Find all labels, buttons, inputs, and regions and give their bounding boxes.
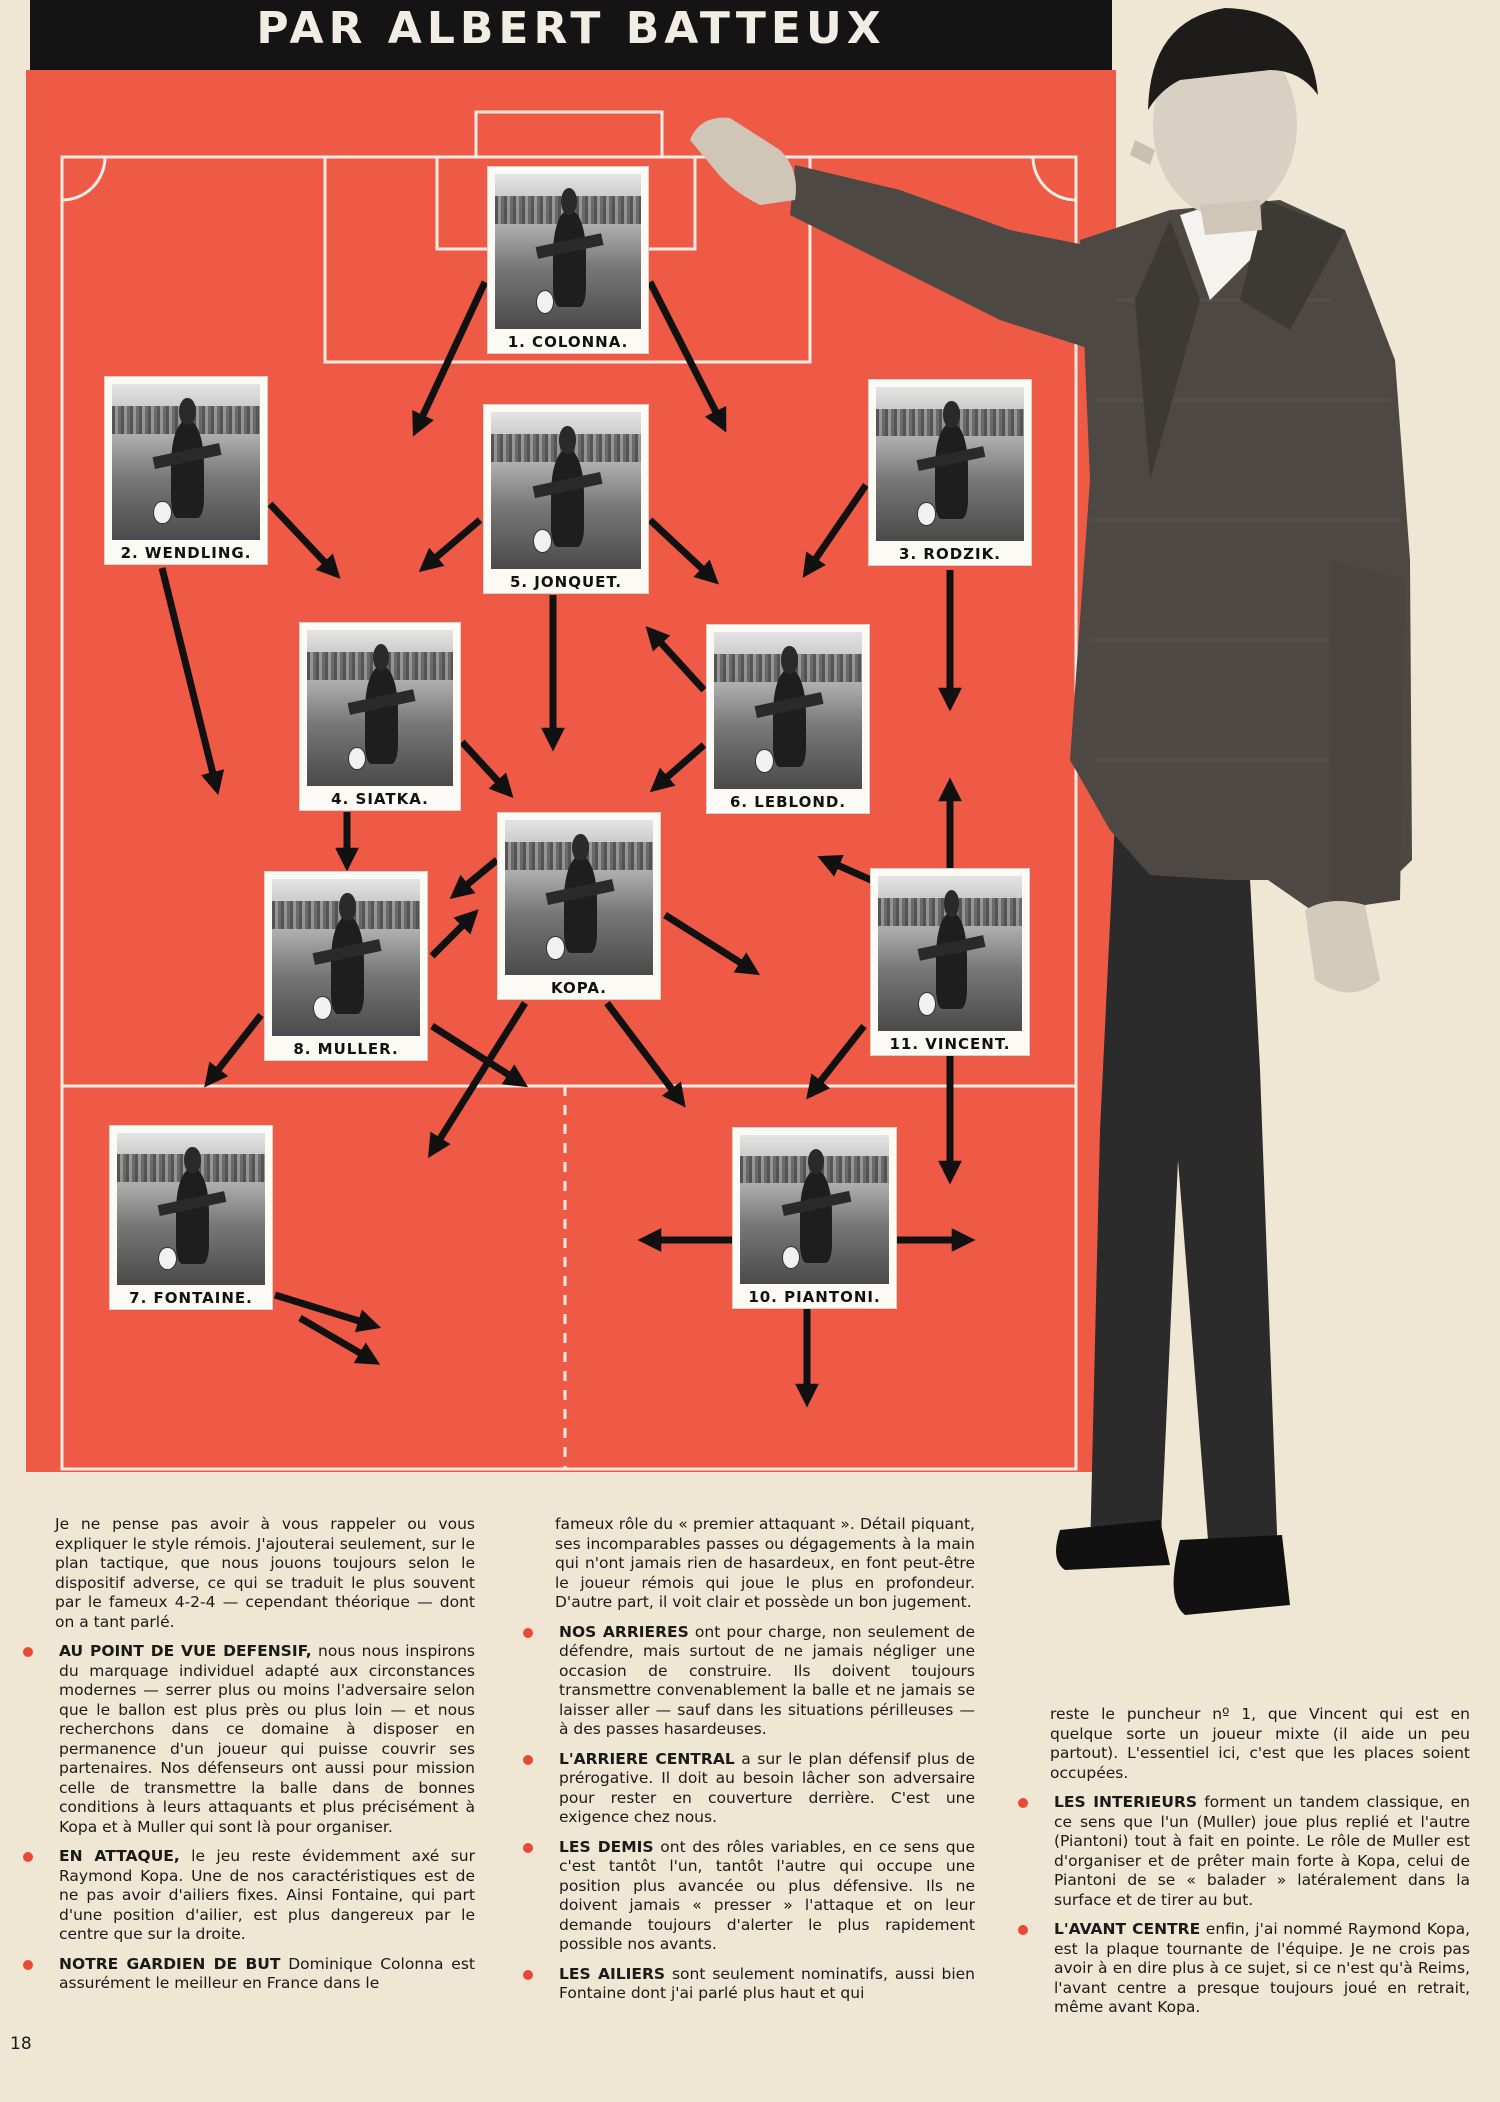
bullet-icon: [1018, 1798, 1028, 1808]
body-text: ont des rôles variables, en ce sens que c'est tantôt l'un, tantôt l'autre qui occupe une position plus avancée ou plus défensive. Ils ne doivent jamais « presser » l'attaque et on leur demande toujours d'alerter le plus rapidement possible nos avants.: [559, 1837, 975, 1953]
player-label: 6. LEBLOND.: [729, 793, 847, 811]
bullet-icon: [523, 1970, 533, 1980]
paragraph-halves: [555, 1838, 975, 1955]
player-label: 4. SIATKA.: [331, 790, 429, 808]
paragraph: fameux rôle du « premier attaquant ». Détail piquant, ses incomparables passes ou dégagements à la main qui n'ont jamais rien de hasardeux, en font peut-être le joueur rémois qui joue le plus en profondeur. D'autre part, il voit clair et possède un bon jugement.: [555, 1515, 975, 1611]
player-card-jonquet: [484, 405, 648, 593]
bullet-icon: [523, 1755, 533, 1765]
paragraph-attack: [55, 1847, 475, 1945]
lead-text: LES AILIERS: [559, 1964, 666, 1983]
player-card-colonna: [488, 167, 648, 353]
player-card-rodzik: [869, 380, 1031, 565]
player-label: 10. PIANTONI.: [748, 1288, 881, 1306]
player-label: 8. MULLER.: [293, 1040, 399, 1058]
paragraph-wingers: [555, 1965, 975, 2004]
page-number: 18: [10, 2034, 32, 2054]
lead-text: EN ATTAQUE,: [59, 1847, 180, 1865]
player-label: 11. VINCENT.: [889, 1035, 1011, 1053]
bullet-icon: [23, 1852, 33, 1862]
body-text: sont seulement nominatifs, aussi bien Fontaine dont j'ai parlé plus haut et qui: [559, 1964, 975, 2002]
player-label: 7. FONTAINE.: [129, 1289, 253, 1307]
paragraph: Je ne pense pas avoir à vous rappeler ou vous expliquer le style rémois. J'ajouterai seulement, sur le plan tactique, que nous jouons toujours selon le dispositif adverse, ce qui se traduit le plus souvent par le fameux 4-2-4 — cependant théorique — dont on a tant parlé.: [55, 1515, 475, 1631]
player-photo: [117, 1133, 265, 1285]
lead-text: L'ARRIERE CENTRAL: [559, 1749, 735, 1768]
player-photo: [491, 412, 641, 569]
body-text: forment un tandem classique, en ce sens que l'un (Muller) joue plus replié et l'autre (Piantoni) tout à fait en pointe. Le rôle de Muller est d'organiser et de prêter main forte à Kopa, celui de Piantoni de se « balader » latéralement dans la surface et de tirer au but.: [1054, 1793, 1470, 1909]
paragraph-centre-forward: [1050, 1920, 1470, 2018]
body-text: Dominique Colonna est assurément le meilleur en France dans le: [59, 1954, 475, 1992]
player-card-muller: [265, 872, 427, 1060]
bullet-icon: [1018, 1925, 1028, 1935]
bullet-icon: [523, 1843, 533, 1853]
article-column-1: [55, 1515, 475, 2004]
player-card-kopa: [498, 813, 660, 999]
lead-text: NOS ARRIERES: [559, 1622, 689, 1641]
page-title: PAR ALBERT BATTEUX: [30, 0, 1112, 70]
article-column-3: [1050, 1705, 1470, 2028]
paragraph-centre-back: [555, 1750, 975, 1828]
article-column-2: [555, 1515, 975, 2014]
body-text: enfin, j'ai nommé Raymond Kopa, est la plaque tournante de l'équipe. Je ne crois pas avoir à en dire plus à ce sujet, si ce n'est qu'à Reims, l'avant centre a presque toujours joué en retrait, même avant Kopa.: [1054, 1920, 1471, 2016]
player-photo: [876, 387, 1024, 541]
player-photo: [495, 174, 641, 329]
lead-text: L'AVANT CENTRE: [1054, 1920, 1201, 1938]
lead-text: LES INTERIEURS: [1054, 1793, 1198, 1811]
player-card-vincent: [871, 869, 1029, 1055]
player-label: 5. JONQUET.: [509, 573, 623, 591]
player-photo: [272, 879, 420, 1036]
player-label: 3. RODZIK.: [899, 545, 1001, 563]
player-card-fontaine: [110, 1126, 272, 1309]
paragraph-inside-forwards: [1050, 1793, 1470, 1910]
player-card-piantoni: [733, 1128, 896, 1308]
body-text: nous nous inspirons du marquage individuel adapté aux circonstances modernes — serrer plus ou moins l'adversaire selon que le ballon est plus près ou plus loin — et nous recherchons dans ce domaine à disposer en permanence d'un joueur qui puisse couvrir ses partenaires. Nos défenseurs ont aussi pour mission celle de transmettre la balle dans de bonnes conditions à leurs attaquants et plus précisément à Kopa et à Muller qui sont là pour organiser.: [59, 1642, 476, 1836]
lead-text: LES DEMIS: [559, 1837, 654, 1856]
player-photo: [714, 632, 862, 789]
paragraph-defense: [55, 1642, 475, 1837]
lead-text: NOTRE GARDIEN DE BUT: [59, 1954, 281, 1973]
player-photo: [740, 1135, 889, 1284]
player-card-wendling: [105, 377, 267, 564]
bullet-icon: [523, 1628, 533, 1638]
player-photo: [307, 630, 453, 786]
paragraph: reste le puncheur nº 1, que Vincent qui est en quelque sorte un joueur mixte (il aide un peu partout). L'essentiel ici, c'est que les places soient occupées.: [1050, 1705, 1470, 1782]
player-photo: [112, 384, 260, 540]
bullet-icon: [23, 1647, 33, 1657]
player-label: 2. WENDLING.: [120, 544, 252, 562]
player-card-leblond: [707, 625, 869, 813]
paragraph-backs: [555, 1623, 975, 1740]
paragraph-goalkeeper: [55, 1955, 475, 1994]
player-label: 1. COLONNA.: [507, 333, 629, 351]
player-photo: [505, 820, 653, 975]
bullet-icon: [23, 1960, 33, 1970]
player-photo: [878, 876, 1022, 1031]
body-text: a sur le plan défensif plus de prérogative. Il doit au besoin lâcher son adversaire pour rester en couverture derrière. C'est une exigence chez nous.: [559, 1749, 975, 1826]
lead-text: AU POINT DE VUE DEFENSIF,: [59, 1642, 312, 1660]
player-card-siatka: [300, 623, 460, 810]
body-text: ont pour charge, non seulement de défendre, mais surtout de ne jamais négliger une occasion de construire. Ils doivent toujours transmettre convenablement la balle et ne jamais se laisser aller — sauf dans les situations périlleuses — à des passes hasardeuses.: [559, 1622, 975, 1738]
body-text: le jeu reste évidemment axé sur Raymond Kopa. Une de nos caractéristiques est de ne pas avoir d'ailiers fixes. Ainsi Fontaine, qui part d'une position d'ailier, est plus dangereux par le centre que sur la droite.: [59, 1847, 475, 1943]
player-label: KOPA.: [551, 979, 607, 997]
